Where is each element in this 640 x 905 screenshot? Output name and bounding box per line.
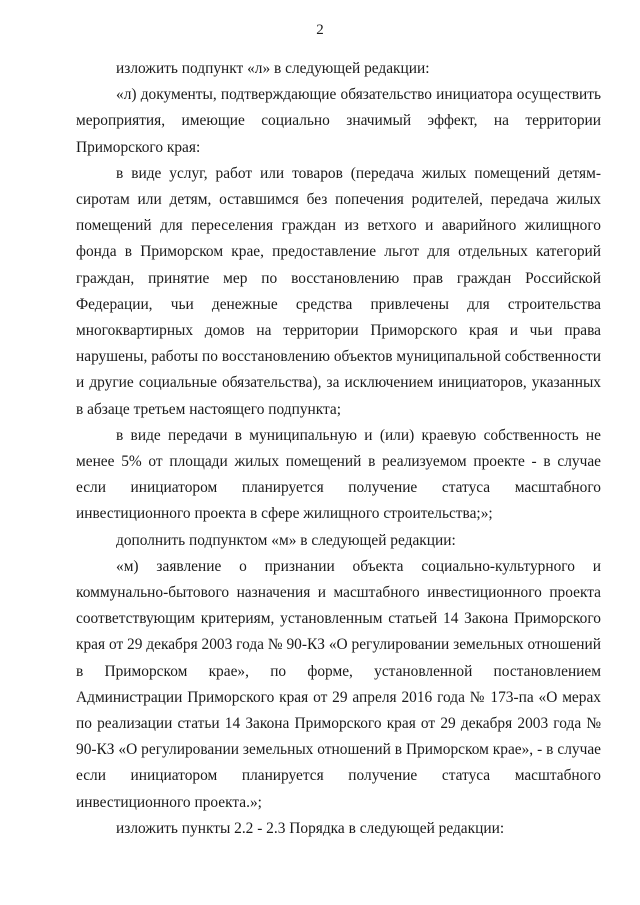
paragraph-amend-items-2-2-2-3: изложить пункты 2.2 - 2.3 Порядка в следующей редакции: [116, 819, 505, 837]
paragraph-services-works-goods: в виде услуг, работ или товаров (передача жилых помещений детям-сиротам или детям, оставшимся без попечения родителей, передача жилых помещений для переселения граждан из ветхого и аварийного жилищного фонда в Приморском крае, предоставление льгот для отдельных категорий граждан, принятие мер по восстановлению прав граждан Российской Федерации, чьи денежные средства привлечены для строительства многоквартирных домов на территории Приморского края и чьи права нарушены, работы по восстановлению объектов муниципальной собственности и другие социальные обязательства), за исключением инициаторов, указанных в абзаце третьем настоящего подпункта; [76, 164, 601, 418]
paragraph-property-transfer: в виде передачи в муниципальную и (или) краевую собственность не менее 5% от площади жилых помещений в реализуемом проекте - в случае если инициатором планируется получение статуса масштабного инвестиционного проекта в сфере жилищного строительства;»; [76, 426, 601, 523]
paragraph-add-subitem-m: дополнить подпунктом «м» в следующей редакции: [116, 531, 456, 549]
paragraph-subitem-l-text: «л) документы, подтверждающие обязательство инициатора осуществить мероприятия, имеющие социально значимый эффект, на территории Приморского края: [76, 86, 601, 156]
page-number: 2 [316, 22, 324, 38]
document-body [76, 56, 601, 842]
paragraph-subitem-m-text: «м) заявление о признании объекта социально-культурного и коммунально-бытового назначения и масштабного инвестиционного проекта соответствующим критериям, установленным статьей 14 Закона Приморского края от 29 декабря 2003 года № 90-КЗ «О регулировании земельных отношений в Приморском крае», по форме, установленной постановлением Администрации Приморского края от 29 апреля 2016 года № 173-па «О мерах по реализации статьи 14 Закона Приморского края от 29 декабря 2003 года № 90-КЗ «О регулировании земельных отношений в Приморском крае», - в случае если инициатором планируется получение статуса масштабного инвестиционного проекта.»; [76, 557, 601, 811]
paragraph-amend-subitem-l: изложить подпункт «л» в следующей редакции: [116, 60, 430, 77]
